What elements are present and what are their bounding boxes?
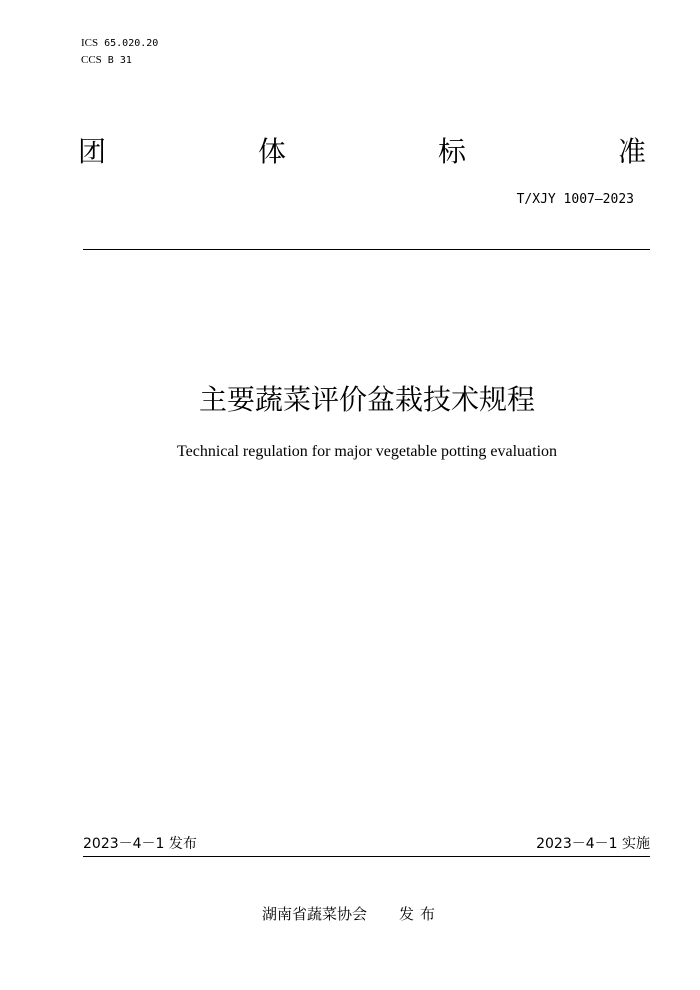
bottom-divider <box>83 856 650 857</box>
standard-number: T/XJY 1007—2023 <box>516 192 634 207</box>
ics-classification <box>81 36 158 51</box>
issuer-line <box>262 904 441 924</box>
issuer-name: 湖南省蔬菜协会 <box>262 905 368 923</box>
ccs-label: CCS <box>81 54 102 66</box>
ccs-classification <box>81 53 132 68</box>
ics-code: 65.020.20 <box>104 38 159 49</box>
standard-type-heading <box>78 134 646 170</box>
release-date: 2023－4－1 发布 <box>83 836 197 852</box>
publish-label: 发布 <box>399 905 442 923</box>
standard-type-char: 团 <box>78 135 107 168</box>
document-title-chinese: 主要蔬菜评价盆栽技术规程 <box>198 383 535 416</box>
standard-type-char: 准 <box>617 135 646 168</box>
ics-label: ICS <box>81 37 99 49</box>
standard-type-char: 标 <box>437 135 466 168</box>
document-title-english: Technical regulation for major vegetable potting evaluation <box>176 443 558 460</box>
ccs-code: B 31 <box>107 55 132 66</box>
top-divider <box>83 249 650 250</box>
implementation-date: 2023－4－1 实施 <box>536 836 650 852</box>
standard-type-char: 体 <box>257 135 286 168</box>
